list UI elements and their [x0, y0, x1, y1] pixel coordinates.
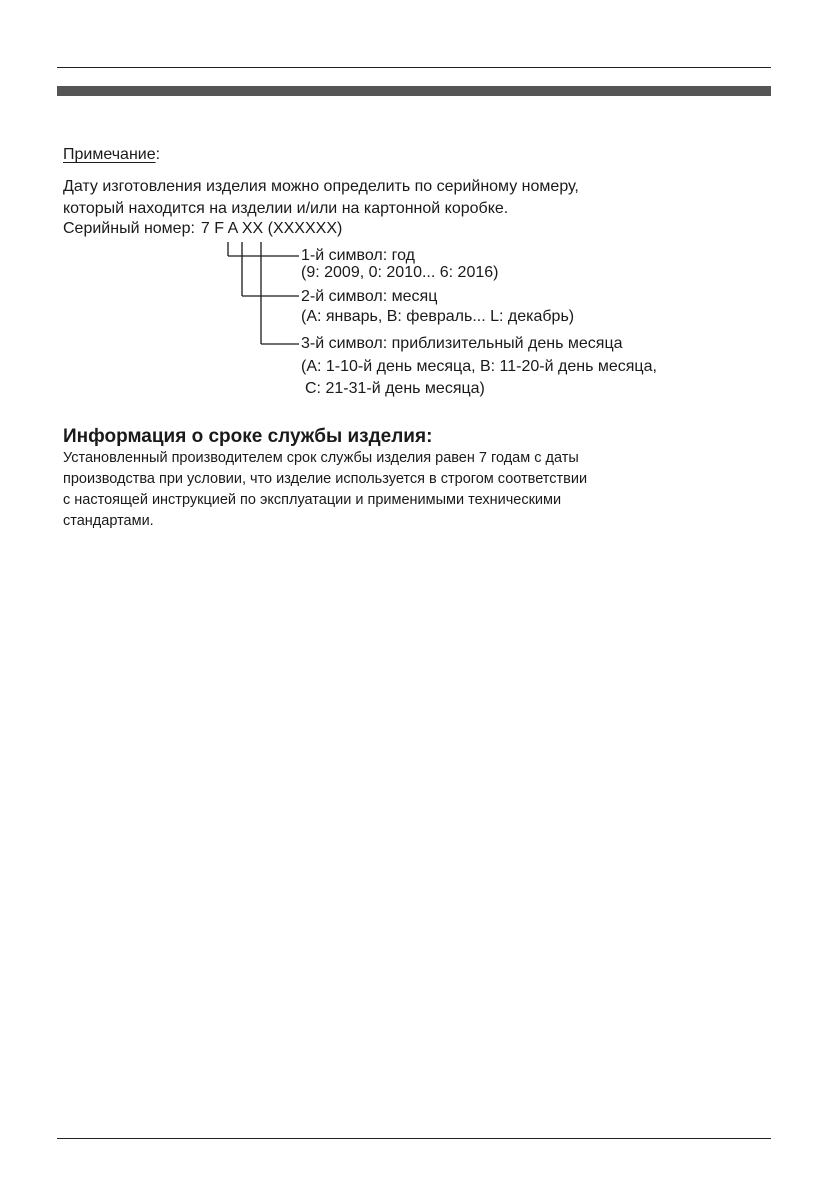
note-line-2: который находится на изделии и/или на картонной коробке.: [63, 200, 509, 217]
symbol-1-title: 1-й символ: год: [301, 247, 416, 264]
serial-value: 7 F A XX (XXXXXX): [200, 220, 343, 237]
symbol-3-detail-1: (A: 1-10-й день месяца, B: 11-20-й день месяца,: [301, 358, 657, 375]
symbol-3-title: 3-й символ: приблизительный день месяца: [301, 335, 623, 352]
service-life-line-1: Установленный производителем срок службы изделия равен 7 годам с даты: [63, 450, 579, 466]
symbol-3-detail-2: C: 21-31-й день месяца): [305, 380, 485, 397]
note-line-1: Дату изготовления изделия можно определить по серийному номеру,: [63, 178, 579, 195]
serial-label: Серийный номер:: [63, 220, 195, 237]
note-text: [63, 176, 579, 220]
symbol-1-detail: (9: 2009, 0: 2010... 6: 2016): [301, 264, 499, 281]
service-life-heading: Информация о сроке службы изделия:: [63, 426, 433, 447]
service-life-line-4: стандартами.: [63, 513, 154, 529]
service-life-text: [63, 448, 587, 532]
top-rule: [57, 67, 771, 68]
note-heading: [63, 145, 160, 165]
top-band: [57, 86, 771, 96]
bottom-rule: [57, 1138, 771, 1139]
service-life-line-2: производства при условии, что изделие используется в строгом соответствии: [63, 471, 588, 487]
symbol-2-detail: (A: январь, B: февраль... L: декабрь): [301, 308, 575, 325]
serial-number-row: [63, 218, 342, 240]
service-life-line-3: с настоящей инструкцией по эксплуатации и применимыми техническими: [63, 492, 562, 508]
note-heading-colon: :: [155, 146, 161, 163]
note-heading-text: Примечание: [63, 146, 156, 163]
symbol-2-title: 2-й символ: месяц: [301, 288, 438, 305]
